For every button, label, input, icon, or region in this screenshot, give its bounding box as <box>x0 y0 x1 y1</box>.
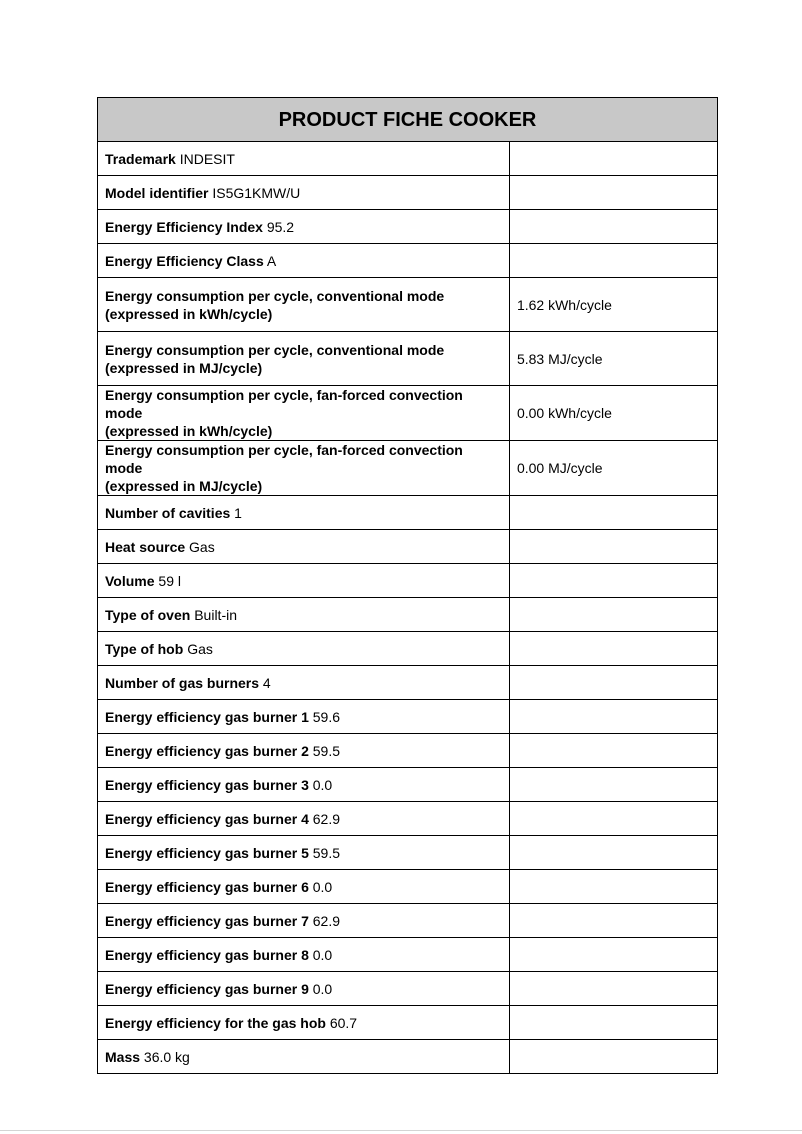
row-label-unit: (expressed in kWh/cycle) <box>105 305 273 322</box>
table-row <box>98 142 718 176</box>
row-label-cell <box>98 836 510 870</box>
row-value-cell <box>509 802 717 836</box>
row-label: Number of cavities <box>105 504 231 521</box>
row-value-cell <box>509 700 717 734</box>
table-row <box>98 386 718 441</box>
table-row <box>98 496 718 530</box>
table-row <box>98 870 718 904</box>
row-inline-value: 0.0 <box>312 946 333 963</box>
row-value-cell <box>509 632 717 666</box>
row-inline-value: Gas <box>189 538 215 555</box>
row-label: Energy efficiency gas burner 2 <box>105 742 309 759</box>
table-row <box>98 734 718 768</box>
row-label-cell <box>98 700 510 734</box>
row-label-cell <box>98 496 510 530</box>
row-label-cell <box>98 904 510 938</box>
table-row <box>98 210 718 244</box>
row-label: Energy efficiency gas burner 8 <box>105 946 309 963</box>
table-row <box>98 802 718 836</box>
row-value-cell <box>509 972 717 1006</box>
row-inline-value: Gas <box>187 640 213 657</box>
row-inline-value: 59.5 <box>312 844 340 861</box>
row-value-cell <box>509 142 717 176</box>
table-title: PRODUCT FICHE COOKER <box>98 98 718 142</box>
row-label-cell <box>98 564 510 598</box>
row-label: Energy efficiency gas burner 4 <box>105 810 309 827</box>
row-inline-value: 59.5 <box>312 742 340 759</box>
table-row <box>98 441 718 496</box>
row-value-cell <box>509 1040 717 1074</box>
row-label: Energy efficiency gas burner 1 <box>105 708 309 725</box>
row-value-cell <box>509 904 717 938</box>
row-label-cell <box>98 278 510 332</box>
row-label-cell <box>98 1040 510 1074</box>
table-row <box>98 632 718 666</box>
row-label-unit: (expressed in MJ/cycle) <box>105 359 263 376</box>
row-label-cell <box>98 768 510 802</box>
row-label-cell <box>98 441 510 496</box>
row-value-cell <box>509 768 717 802</box>
row-value-cell: 1.62 kWh/cycle <box>509 278 717 332</box>
table-row <box>98 564 718 598</box>
table-row <box>98 666 718 700</box>
row-label-unit: (expressed in MJ/cycle) <box>105 478 263 494</box>
row-inline-value: 4 <box>262 674 271 691</box>
row-label-cell <box>98 802 510 836</box>
row-value-cell <box>509 176 717 210</box>
row-label: Trademark <box>105 150 176 167</box>
row-label: Energy efficiency gas burner 6 <box>105 878 309 895</box>
row-label: Energy Efficiency Index <box>105 218 263 235</box>
row-inline-value: 0.0 <box>312 776 333 793</box>
row-label: Energy consumption per cycle, conventional mode <box>105 287 445 304</box>
row-label: Type of hob <box>105 640 184 657</box>
row-inline-value: A <box>266 252 277 269</box>
row-value-cell <box>509 870 717 904</box>
row-inline-value: 95.2 <box>266 218 295 235</box>
row-label-cell <box>98 598 510 632</box>
row-value-cell <box>509 496 717 530</box>
row-value-cell <box>509 1006 717 1040</box>
row-value-cell: 0.00 kWh/cycle <box>509 386 717 441</box>
row-label-cell <box>98 632 510 666</box>
row-label: Volume <box>105 572 155 589</box>
table-row <box>98 904 718 938</box>
row-label-unit: (expressed in kWh/cycle) <box>105 423 273 439</box>
row-label-cell <box>98 666 510 700</box>
row-inline-value: 60.7 <box>329 1014 358 1031</box>
table-row <box>98 244 718 278</box>
row-label: Model identifier <box>105 184 209 201</box>
row-value-cell <box>509 598 717 632</box>
row-value-cell <box>509 836 717 870</box>
row-label-cell <box>98 176 510 210</box>
row-label-cell <box>98 972 510 1006</box>
row-label: Energy efficiency for the gas hob <box>105 1014 326 1031</box>
row-label-cell <box>98 386 510 441</box>
row-label: Energy efficiency gas burner 3 <box>105 776 309 793</box>
table-header-row <box>98 98 718 142</box>
row-value-cell: 5.83 MJ/cycle <box>509 332 717 386</box>
row-inline-value: INDESIT <box>179 150 235 167</box>
table-row <box>98 176 718 210</box>
row-label: Energy consumption per cycle, fan-forced convection mode <box>105 387 463 421</box>
row-label: Number of gas burners <box>105 674 260 691</box>
table-row <box>98 1040 718 1074</box>
row-inline-value: 1 <box>234 504 242 521</box>
table-row <box>98 768 718 802</box>
table-row <box>98 938 718 972</box>
row-value-cell <box>509 666 717 700</box>
row-inline-value: 62.9 <box>312 912 340 929</box>
table-row <box>98 836 718 870</box>
row-label: Energy efficiency gas burner 7 <box>105 912 309 929</box>
row-label: Energy efficiency gas burner 5 <box>105 844 309 861</box>
row-label-cell <box>98 332 510 386</box>
row-label-cell <box>98 244 510 278</box>
row-label-cell <box>98 210 510 244</box>
table-row <box>98 332 718 386</box>
product-fiche-table <box>97 97 718 1074</box>
row-inline-value: 62.9 <box>312 810 340 827</box>
row-value-cell <box>509 244 717 278</box>
table-row <box>98 700 718 734</box>
row-label: Heat source <box>105 538 186 555</box>
row-label-cell <box>98 142 510 176</box>
page-bottom-rule <box>0 1130 802 1131</box>
row-label-cell <box>98 1006 510 1040</box>
table-row <box>98 598 718 632</box>
row-value-cell <box>509 530 717 564</box>
row-value-cell <box>509 734 717 768</box>
table-body <box>98 142 718 1074</box>
table-row <box>98 530 718 564</box>
row-label: Energy consumption per cycle, conventional mode <box>105 341 445 358</box>
row-label-cell <box>98 870 510 904</box>
row-label: Type of oven <box>105 606 191 623</box>
row-inline-value: 0.0 <box>312 980 333 997</box>
row-inline-value: Built-in <box>194 606 237 623</box>
row-inline-value: 59 l <box>158 572 181 589</box>
row-label-cell <box>98 530 510 564</box>
table-row <box>98 278 718 332</box>
row-inline-value: 59.6 <box>312 708 340 725</box>
row-label-cell <box>98 734 510 768</box>
table-row <box>98 972 718 1006</box>
row-value-cell <box>509 564 717 598</box>
row-value-cell <box>509 938 717 972</box>
row-inline-value: 36.0 kg <box>143 1048 190 1065</box>
row-inline-value: IS5G1KMW/U <box>212 184 301 201</box>
row-label: Energy Efficiency Class <box>105 252 264 269</box>
row-label: Mass <box>105 1048 141 1065</box>
row-inline-value: 0.0 <box>312 878 333 895</box>
row-value-cell <box>509 210 717 244</box>
table-row <box>98 1006 718 1040</box>
row-label: Energy efficiency gas burner 9 <box>105 980 309 997</box>
row-label: Energy consumption per cycle, fan-forced convection mode <box>105 442 463 476</box>
row-value-cell: 0.00 MJ/cycle <box>509 441 717 496</box>
row-label-cell <box>98 938 510 972</box>
